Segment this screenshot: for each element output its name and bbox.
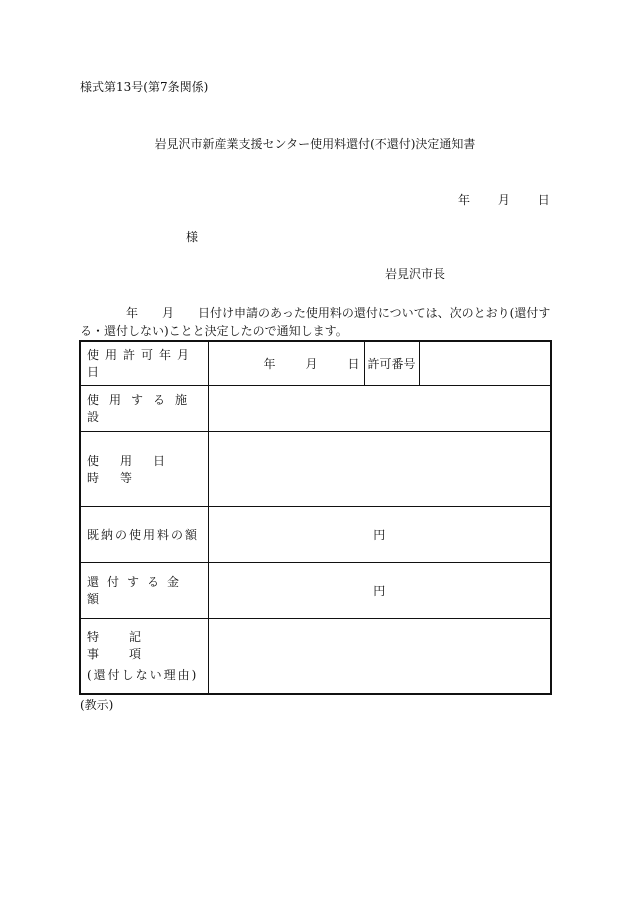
table-row [80,562,551,618]
body-text [80,304,552,340]
refund-amount-unit: 円 [373,583,386,598]
paid-fee-label [80,506,208,562]
permit-month-label: 月 [305,356,318,371]
issue-date-line [458,193,550,207]
body-text-line1: 日付け申請のあった使用料の還付については、次のとおり(還付す [198,306,551,320]
body-year-label: 年 [126,306,139,320]
table-row [80,385,551,431]
refund-amount-label [80,562,208,618]
facility-field[interactable] [208,385,551,431]
facility-label [80,385,208,431]
instruction-notice: (教示) [80,698,114,712]
permit-day-label: 日 [347,356,360,371]
permit-year-label: 年 [263,356,276,371]
refund-amount-field[interactable] [208,562,551,618]
table-row [80,618,551,694]
remarks-label [80,618,208,694]
permit-number-field[interactable] [419,341,551,385]
issuer-name: 岩見沢市長 [385,267,446,281]
refund-details-table [79,340,552,695]
usage-permit-date-label [80,341,208,385]
paid-fee-label-text: 既納の使用料の額 [87,527,200,542]
addressee-suffix: 様 [186,230,199,244]
date-year-label: 年 [458,193,471,207]
remarks-label-text: 特記事項 [87,630,172,662]
body-text-line2: る・還付しない)ことと決定したので通知します。 [80,324,348,338]
table-row [80,341,551,385]
date-month-label: 月 [497,193,510,207]
usage-datetime-label-text: 使用日時等 [87,453,187,485]
usage-datetime-label [80,431,208,506]
permit-number-label: 許可番号 [364,341,419,385]
body-month-label: 月 [162,306,175,320]
document-title: 岩見沢市新産業支援センター使用料還付(不還付)決定通知書 [154,137,476,151]
usage-datetime-field[interactable] [208,431,551,506]
date-day-label: 日 [537,193,550,207]
paid-fee-unit: 円 [373,527,386,542]
usage-permit-date-field[interactable] [208,341,364,385]
table-row [80,431,551,506]
usage-permit-date-text: 使用許可年月日 [87,348,196,380]
remarks-field[interactable] [208,618,551,694]
refund-amount-label-text: 還付する金額 [87,575,188,606]
form-number: 様式第13号(第7条関係) [80,80,209,94]
facility-label-text: 使用する施設 [87,393,198,424]
paid-fee-field[interactable] [208,506,551,562]
remarks-sublabel: (還付しない理由) [87,668,199,683]
table-row [80,506,551,562]
